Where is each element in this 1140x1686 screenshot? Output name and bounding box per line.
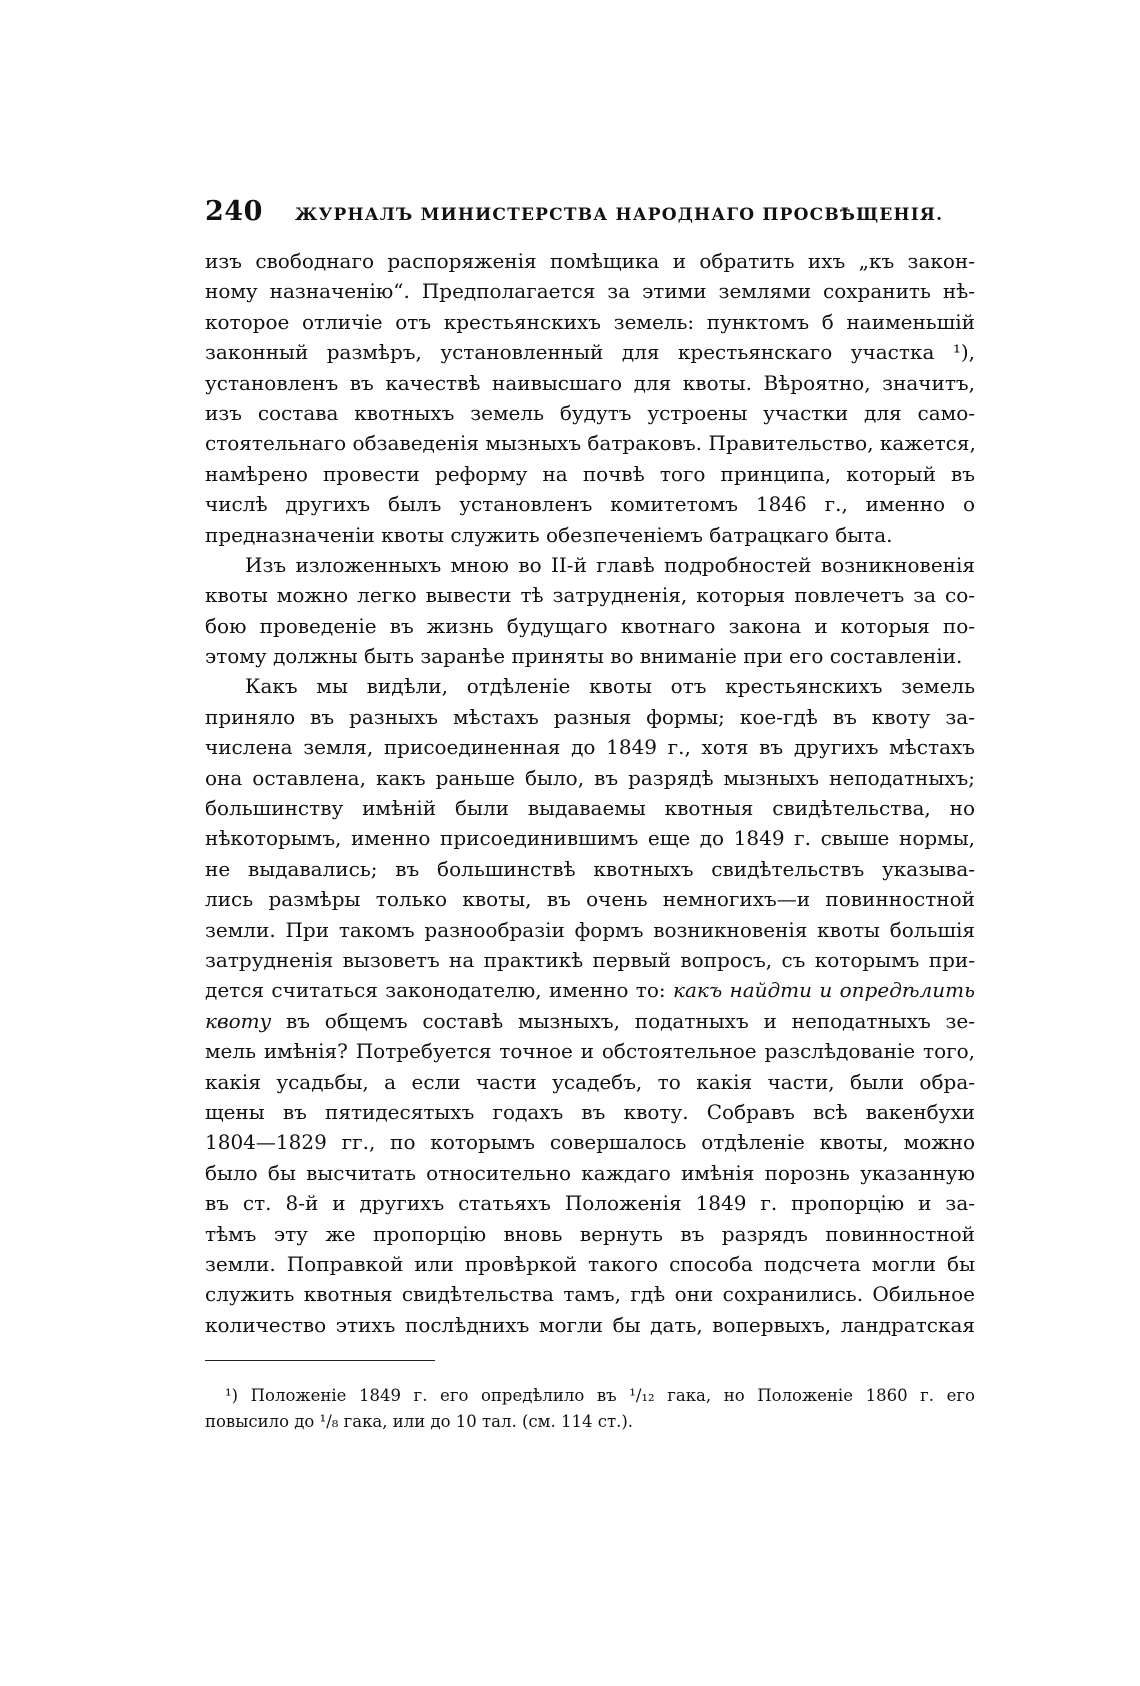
text-line: квоты можно легко вывести тѣ затрудненія, которыя повлечетъ за со-: [205, 583, 975, 608]
text-line: Какъ мы видѣли, отдѣленіе квоты отъ крестьянскихъ земель: [245, 674, 975, 699]
text-line: затрудненія вызоветъ на практикѣ первый вопросъ, съ которымъ при-: [205, 947, 975, 972]
running-head: ЖУРНАЛЪ МИНИСТЕРСТВА НАРОДНАГО ПРОСВѢЩЕНІЯ.: [295, 205, 944, 225]
text-line: земли. При такомъ разнообразіи формъ возникновенія квоты большія: [205, 917, 975, 942]
footnotes: [205, 1383, 975, 1435]
page: [205, 196, 975, 1435]
text-fragment: дется считаться законодателю, именно то:: [205, 978, 666, 1003]
footnote-divider: [205, 1360, 435, 1361]
text-line: числена земля, присоединенная до 1849 г., хотя въ другихъ мѣстахъ: [205, 735, 975, 760]
text-line: въ ст. 8-й и другихъ статьяхъ Положенія 1849 г. пропорцію и за-: [205, 1191, 975, 1216]
text-line: Изъ изложенныхъ мною во II-й главѣ подробностей возникновенія: [245, 552, 975, 577]
text-line: законный размѣръ, установленный для крестьянскаго участка ¹),: [205, 340, 975, 365]
text-line: которое отличіе отъ крестьянскихъ земель: пунктомъ б наименьшій: [205, 309, 975, 334]
text-line: земли. Поправкой или провѣркой такого способа подсчета могли бы: [205, 1251, 975, 1276]
text-line: тѣмъ эту же пропорцію вновь вернуть въ разрядъ повинностной: [205, 1221, 975, 1246]
footnote-line: ¹) Положеніе 1849 г. его опредѣлило въ ¹/₁₂ гака, но Положеніе 1860 г. его: [225, 1386, 975, 1406]
text-line: [205, 1006, 975, 1036]
page-number: 240: [205, 196, 263, 227]
text-line: было бы высчитать относительно каждаго имѣнія порознь указанную: [205, 1160, 975, 1185]
text-line: бою проведеніе въ жизнь будущаго квотнаго закона и которыя по-: [205, 613, 975, 638]
text-line: приняло въ разныхъ мѣстахъ разныя формы; кое-гдѣ въ квоту за-: [205, 704, 975, 729]
text-line: нѣкоторымъ, именно присоединившимъ еще до 1849 г. свыше нормы,: [205, 826, 975, 851]
italic-fragment: квоту: [205, 1008, 272, 1033]
body-text: [205, 246, 975, 1340]
text-line: мель имѣнія? Потребуется точное и обстоятельное разслѣдованіе того,: [205, 1039, 975, 1064]
text-line: служить квотныя свидѣтельства тамъ, гдѣ они сохранились. Обильное: [205, 1282, 975, 1307]
text-line: количество этихъ послѣднихъ могли бы дать, вопервыхъ, ландратская: [205, 1312, 975, 1337]
text-line: большинству имѣній были выдаваемы квотныя свидѣтельства, но: [205, 796, 975, 821]
text-line: этому должны быть заранѣе приняты во вниманіе при его составленіи.: [205, 644, 963, 669]
text-line: какія усадьбы, а если части усадебъ, то какія части, были обра-: [205, 1069, 975, 1094]
text-line: щены въ пятидесятыхъ годахъ въ квоту. Собравъ всѣ вакенбухи: [205, 1099, 975, 1124]
text-fragment: въ общемъ составѣ мызныхъ, податныхъ и неподатныхъ зе-: [286, 1008, 976, 1033]
text-line: изъ свободнаго распоряженія помѣщика и обратить ихъ „къ закон-: [205, 249, 975, 273]
text-line: она оставлена, какъ раньше было, въ разрядѣ мызныхъ неподатныхъ;: [205, 765, 975, 790]
text-line: изъ состава квотныхъ земель будутъ устроены участки для само-: [205, 400, 975, 425]
text-line: числѣ другихъ былъ установленъ комитетомъ 1846 г., именно о: [205, 492, 975, 517]
text-line: ному назначенію“. Предполагается за этими землями сохранить нѣ-: [205, 279, 975, 304]
page-header: [205, 196, 975, 244]
text-line: установленъ въ качествѣ наивысшаго для квоты. Вѣроятно, значитъ,: [205, 370, 975, 395]
text-line: не выдавались; въ большинствѣ квотныхъ свидѣтельствъ указыва-: [205, 856, 975, 881]
text-line: предназначеніи квоты служить обезпеченіемъ батрацкаго быта.: [205, 522, 893, 547]
text-line: 1804—1829 гг., по которымъ совершалось отдѣленіе квоты, можно: [205, 1130, 975, 1155]
text-line: лись размѣры только квоты, въ очень немногихъ—и повинностной: [205, 887, 975, 912]
text-line: [205, 975, 975, 1005]
italic-fragment: какъ найдти и опредѣлить: [673, 978, 975, 1003]
footnote-line: повысило до ¹/₈ гака, или до 10 тал. (см. 114 ст.).: [205, 1412, 634, 1432]
text-line: намѣрено провести реформу на почвѣ того принципа, который въ: [205, 461, 975, 486]
text-line: стоятельнаго обзаведенія мызныхъ батраковъ. Правительство, кажется,: [205, 431, 976, 456]
